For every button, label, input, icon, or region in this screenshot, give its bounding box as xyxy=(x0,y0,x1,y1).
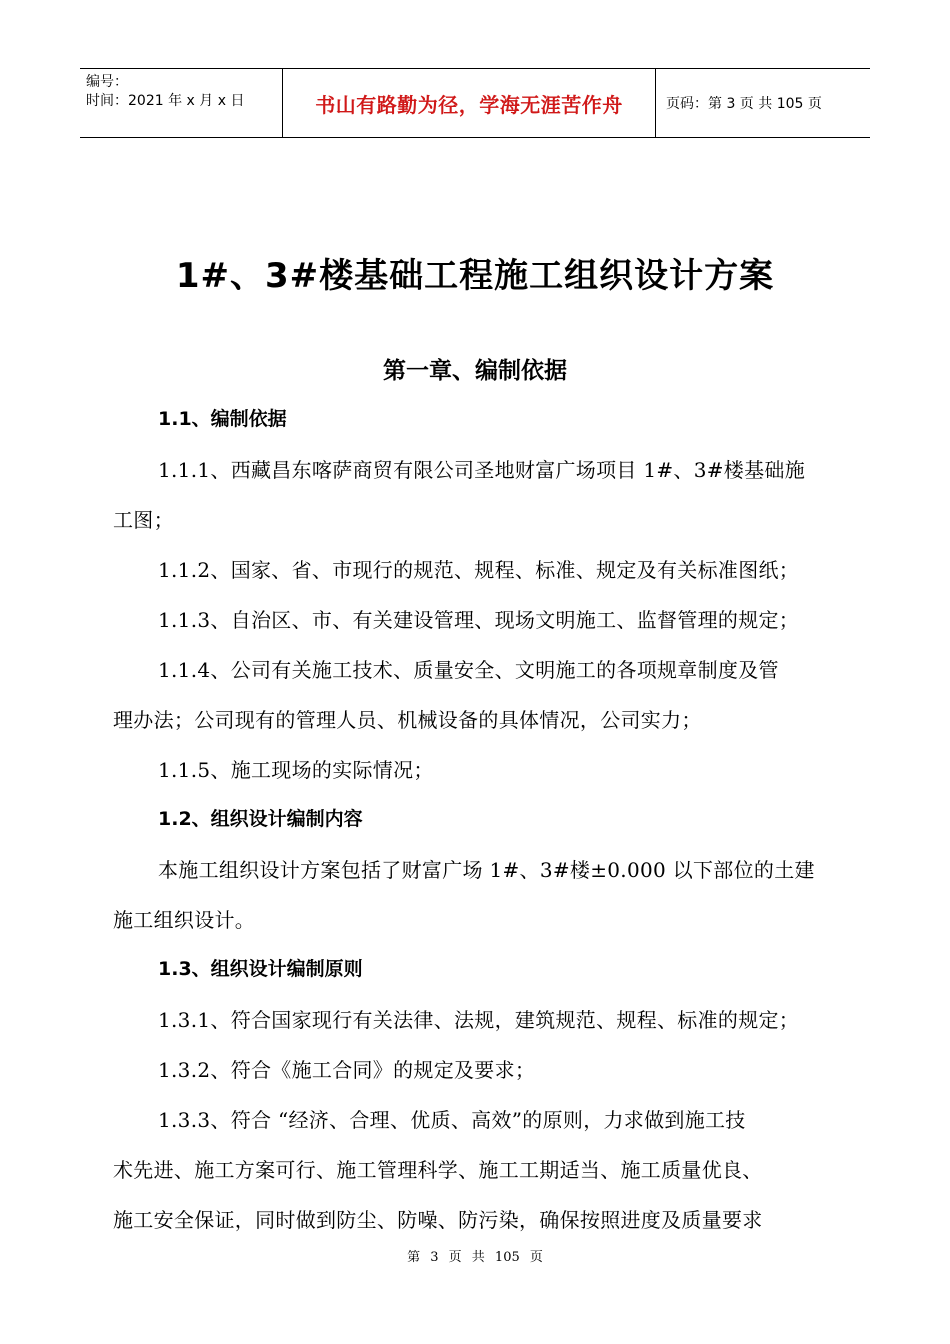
paragraph-line: 施工组织设计。 xyxy=(113,908,256,932)
paragraph-line: 1.1.3、自治区、市、有关建设管理、现场文明施工、监督管理的规定； xyxy=(158,608,800,632)
paragraph-line: 理办法；公司现有的管理人员、机械设备的具体情况，公司实力； xyxy=(113,708,702,732)
paragraph-line: 1.1.4、公司有关施工技术、质量安全、文明施工的各项规章制度及管 xyxy=(158,658,779,682)
doc-date-label: 时间：2021 年 x 月 x 日 xyxy=(86,93,245,109)
header-motto: 书山有路勤为径，学海无涯苦作舟 xyxy=(282,69,656,137)
document-title: 1#、3#楼基础工程施工组织设计方案 xyxy=(175,256,775,296)
section-heading-1-2: 1.2、组织设计编制内容 xyxy=(158,808,363,830)
chapter-heading: 第一章、编制依据 xyxy=(383,358,567,384)
paragraph-line: 1.1.5、施工现场的实际情况； xyxy=(158,758,434,782)
paragraph-line: 本施工组织设计方案包括了财富广场 1#、3#楼±0.000 以下部位的土建 xyxy=(158,858,815,882)
doc-number-label: 编号： xyxy=(86,74,128,90)
paragraph-line: 工图； xyxy=(113,508,174,532)
page-footer-number: 第 3 页 共 105 页 xyxy=(407,1250,543,1265)
section-heading-1-1: 1.1、编制依据 xyxy=(158,408,287,430)
page-header xyxy=(80,68,870,138)
paragraph-line: 施工安全保证，同时做到防尘、防噪、防污染，确保按照进度及质量要求 xyxy=(113,1208,763,1232)
header-meta xyxy=(80,69,282,137)
paragraph-line: 1.1.1、西藏昌东喀萨商贸有限公司圣地财富广场项目 1#、3#楼基础施 xyxy=(158,458,806,482)
paragraph-line: 1.3.1、符合国家现行有关法律、法规，建筑规范、规程、标准的规定； xyxy=(158,1008,800,1032)
section-heading-1-3: 1.3、组织设计编制原则 xyxy=(158,958,363,980)
paragraph-line: 术先进、施工方案可行、施工管理科学、施工工期适当、施工质量优良、 xyxy=(113,1158,763,1182)
paragraph-line: 1.1.2、国家、省、市现行的规范、规程、标准、规定及有关标准图纸； xyxy=(158,558,800,582)
header-page-info: 页码：第 3 页 共 105 页 xyxy=(666,96,822,112)
paragraph-line: 1.3.3、符合 “经济、合理、优质、高效”的原则，力求做到施工技 xyxy=(158,1108,746,1132)
paragraph-line: 1.3.2、符合《施工合同》的规定及要求； xyxy=(158,1058,536,1082)
